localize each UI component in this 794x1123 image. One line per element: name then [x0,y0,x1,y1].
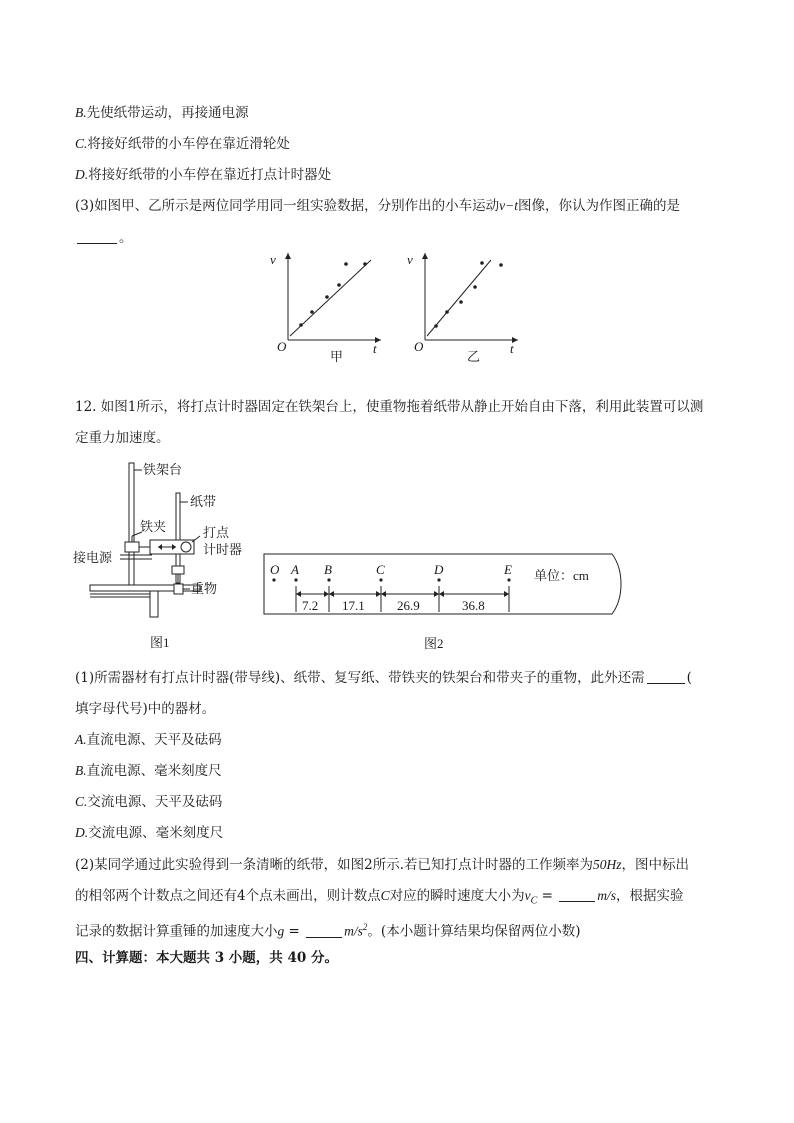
velocity-unit: m/s [597,888,616,903]
part2-text: 对应的瞬时速度大小为 [389,888,525,904]
part1-text: (1)所需器材有打点计时器(带导线)、纸带、复写纸、带铁夹的铁架台和带夹子的重物，此外还需 [75,670,645,686]
option-text: 将接好纸带的小车停在靠近滑轮处 [87,136,290,152]
option-text: 先使纸带运动，再接通电源 [86,105,249,121]
y-axis-label: v [270,252,276,267]
section-title: 四、计算题：本大题共 3 小题，共 40 分。 [75,950,338,966]
q11-option-c [75,134,290,154]
figure-1-apparatus [70,458,260,658]
q12-option-b [75,761,222,781]
origin-label: O [414,339,424,354]
q12-option-d [75,823,223,843]
part1-paren: ( [686,670,692,686]
x-axis-label: t [510,341,514,356]
answer-blank-g[interactable] [306,923,342,938]
option-text: 将接好纸带的小车停在靠近打点计时器处 [88,167,332,183]
velocity-symbol: v [524,888,531,903]
option-text: 交流电源、天平及砝码 [87,794,223,810]
q12-stem-line2 [75,428,170,448]
part3-text2: 图像，你认为作图正确的是 [517,198,680,214]
q12-part1-line1 [75,668,692,688]
answer-blank[interactable] [647,669,685,684]
graph-caption: 乙 [467,349,481,364]
answer-blank[interactable] [77,229,117,244]
q12-stem-line1 [75,397,703,417]
point-label-e: E [504,562,512,577]
label-timer-1: 打点 [203,525,230,540]
option-letter: B. [75,763,87,778]
label-weight: 重物 [191,581,218,596]
velocity-subscript: C [530,895,538,907]
x-axis-label: t [373,341,377,356]
figure-caption: 图2 [424,636,444,651]
part3-math: v−t [499,198,518,213]
distance-ab: 7.2 [302,598,319,613]
point-label-c: C [376,562,385,577]
part2-text: ，图中标出 [621,857,690,873]
figure-2-tape [262,550,632,658]
label-timer-2: 计时器 [203,542,243,557]
section-heading [75,948,338,968]
q11-option-b [75,103,249,123]
unit-label: 单位：cm [534,568,589,583]
q11-part3 [75,196,680,216]
stem-text: 定重力加速度。 [75,430,170,446]
gravity-symbol: g [277,923,285,939]
graph-yi [403,250,523,365]
figure-caption: 图1 [150,635,170,650]
point-label-o: O [270,562,280,577]
option-text: 直流电源、毫米刻度尺 [86,763,222,779]
part2-text: 个点未画出，则计数点 [245,888,381,904]
q12-part1-line2 [75,699,215,719]
distance-bc: 17.1 [342,598,365,613]
part2-text: 记录的数据计算重锤的加速度大小 [75,923,278,940]
part3-end: 。 [119,230,133,246]
part2-text: (2)某同学通过此实验得到一条清晰的纸带，如图2所示.若已知打点计时器的工作频率为 [75,857,594,873]
q12-part2-line3: 记录的数据计算重锤的加速度大小$g = m/s^2$。(本小题计算结果均保留两位小数) [75,922,581,940]
point-c-ref: C [380,888,390,903]
option-letter: C. [75,794,88,809]
part2-text: 。(本小题计算结果均保留两位小数) [367,923,581,940]
y-axis-label: v [407,252,413,267]
unit-exponent: 2 [362,922,368,932]
acceleration-unit: m/s [344,923,363,939]
point-label-a: A [291,562,299,577]
option-letter: A. [75,732,87,747]
option-letter: D. [75,167,89,182]
label-clamp: 铁夹 [140,519,167,534]
point-count: 4 [237,888,246,904]
point-label-b: B [324,562,332,577]
graph-jia [266,250,386,365]
equals-sign: = [537,888,558,904]
q12-option-c [75,792,222,812]
part1-text: 填字母代号)中的器材。 [75,701,216,717]
option-letter: C. [75,136,88,151]
option-letter: D. [75,825,89,840]
label-stand: 铁架台 [143,462,183,477]
answer-blank-vc[interactable] [559,887,595,902]
q12-part2-line1 [75,855,689,875]
stem-text: 12. 如图1所示，将打点计时器固定在铁架台上，使重物拖着纸带从静止开始自由下落，利用此装置可以测 [75,399,704,415]
label-power: 接电源 [73,550,113,565]
distance-de: 36.8 [462,598,485,613]
option-text: 交流电源、毫米刻度尺 [88,825,224,841]
distance-cd: 26.9 [397,598,420,613]
part2-text: ，根据实验 [615,888,684,904]
label-tape: 纸带 [190,494,217,509]
q12-part2-line2 [75,886,683,912]
q11-option-d [75,165,331,185]
option-letter: B. [75,105,87,120]
frequency-value: 50Hz [593,857,622,872]
option-text: 直流电源、天平及砝码 [86,732,222,748]
q11-part3-answer [75,228,133,248]
origin-label: O [277,339,287,354]
part3-text: (3)如图甲、乙所示是两位同学用同一组实验数据，分别作出的小车运动 [75,198,500,214]
part2-text: 的相邻两个计数点之间还有 [75,888,237,904]
q12-option-a [75,730,222,750]
graph-caption: 甲 [330,349,344,364]
point-label-d: D [434,562,444,577]
